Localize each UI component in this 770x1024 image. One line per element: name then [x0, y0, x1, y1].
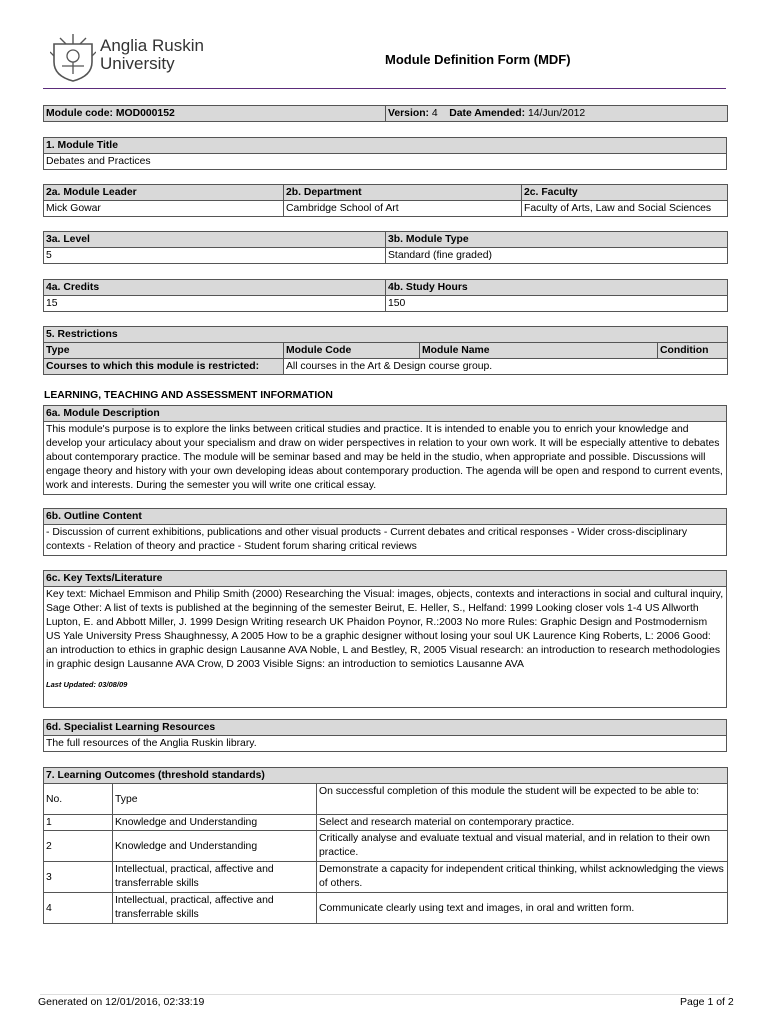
- key-texts-heading: 6c. Key Texts/Literature: [44, 571, 727, 587]
- footer-divider: [40, 994, 730, 995]
- leader-heading: 2a. Module Leader: [44, 185, 284, 201]
- outcome-desc: Demonstrate a capacity for independent critical thinking, whilst acknowledging the views of others.: [317, 862, 728, 893]
- outline-text: - Discussion of current exhibitions, publications and other visual products - Current debates and critical responses - Wider cross-disciplinary contexts - Relation of theory and practice - Student forum sharing critical reviews: [44, 525, 727, 556]
- col-condition: Condition: [658, 343, 728, 359]
- credits-table: [43, 279, 728, 312]
- description-text: This module's purpose is to explore the links between critical studies and practice. It is intended to enable you to enrich your knowledge and develop your articulacy about your specialism and draw on wider perspectives in relation to your own work. It will be especially attentive to debates about contemporary practice. The module will be seminar based and may be held in the studio, when appropriate and possible. Discussions will engage theory and history with your own developing ideas about contemporary production. The agenda will be open and respond to current events, work and interests. During the semester you will write one critical essay.: [44, 422, 727, 495]
- module-title-table: [43, 137, 727, 170]
- university-name: Anglia Ruskin University: [100, 36, 204, 73]
- resources-heading: 6d. Specialist Learning Resources: [44, 720, 727, 736]
- restrictions-heading: 5. Restrictions: [44, 327, 728, 343]
- version-date: Version: 4 Date Amended: 14/Jun/2012: [386, 106, 728, 122]
- restriction-label: Courses to which this module is restricted:: [44, 359, 284, 375]
- outcome-desc: Communicate clearly using text and images, in oral and written form.: [317, 893, 728, 924]
- staff-table: [43, 184, 728, 217]
- credits-heading: 4a. Credits: [44, 280, 386, 296]
- outcome-type: Knowledge and Understanding: [113, 815, 317, 831]
- form-title: Module Definition Form (MDF): [385, 52, 571, 67]
- restriction-value: All courses in the Art & Design course group.: [284, 359, 728, 375]
- table-row: [44, 831, 728, 862]
- col-type: Type: [44, 343, 284, 359]
- type-value: Standard (fine graded): [386, 248, 728, 264]
- dept-value: Cambridge School of Art: [284, 201, 522, 217]
- hours-heading: 4b. Study Hours: [386, 280, 728, 296]
- resources-table: [43, 719, 727, 752]
- col-outcome-desc: On successful completion of this module the student will be expected to be able to:: [317, 784, 728, 815]
- table-row: [44, 893, 728, 924]
- module-title-value: Debates and Practices: [44, 154, 727, 170]
- outcome-no: 3: [44, 862, 113, 893]
- outcomes-heading: 7. Learning Outcomes (threshold standards): [44, 768, 728, 784]
- col-module-code: Module Code: [284, 343, 420, 359]
- page-number: Page 1 of 2: [680, 996, 734, 1008]
- restrictions-table: [43, 326, 728, 375]
- table-row: [44, 815, 728, 831]
- faculty-heading: 2c. Faculty: [522, 185, 728, 201]
- description-table: [43, 405, 727, 495]
- key-texts-text: Key text: Michael Emmison and Philip Smith (2000) Researching the Visual: images, objects, contexts and interactions in social and cultural inquiry, Sage Other: A list of texts is published at the beginning of the semester Beirut, E. Heller, S., Helfand: 1999 Looking closer vols 1-4 US Allworth Lupton, E. and Abbott Miller, J. 1999 Design Writing research UK Phaidon Poynor, R.:2003 No more Rules: Graphic Design and Postmodernism US Yale University Press Shaughnessy, A 2005 How to be a graphic designer without losing your soul UK Laurence King Roberts, L: 2006 Good: an introduction to ethics in graphic design Lausanne AVA Noble, L and Bestley, R, 2005 Visual research: an introduction to research methodologies in graphic design Lausanne AVA Crow, D 2003 Visible Signs: an introduction to semiotics Lausanne AVA: [46, 589, 724, 670]
- type-heading: 3b. Module Type: [386, 232, 728, 248]
- lta-heading: LEARNING, TEACHING AND ASSESSMENT INFORMATION: [44, 390, 333, 401]
- dept-heading: 2b. Department: [284, 185, 522, 201]
- key-texts-table: [43, 570, 727, 708]
- resources-text: The full resources of the Anglia Ruskin library.: [44, 736, 727, 752]
- credits-value: 15: [44, 296, 386, 312]
- module-code-table: [43, 105, 728, 122]
- outcome-no: 4: [44, 893, 113, 924]
- outcome-type: Intellectual, practical, affective and transferrable skills: [113, 893, 317, 924]
- outline-table: [43, 508, 727, 556]
- table-row: [44, 862, 728, 893]
- level-table: [43, 231, 728, 264]
- module-code: Module code: MOD000152: [44, 106, 386, 122]
- level-heading: 3a. Level: [44, 232, 386, 248]
- col-module-name: Module Name: [420, 343, 658, 359]
- outcomes-table: [43, 767, 728, 924]
- key-texts-cell: [44, 587, 727, 708]
- faculty-value: Faculty of Arts, Law and Social Sciences: [522, 201, 728, 217]
- outline-heading: 6b. Outline Content: [44, 509, 727, 525]
- description-heading: 6a. Module Description: [44, 406, 727, 422]
- header-divider: [43, 88, 726, 89]
- level-value: 5: [44, 248, 386, 264]
- outcome-no: 1: [44, 815, 113, 831]
- outcome-type: Knowledge and Understanding: [113, 831, 317, 862]
- leader-value: Mick Gowar: [44, 201, 284, 217]
- module-title-heading: 1. Module Title: [44, 138, 727, 154]
- col-outcome-type: Type: [113, 784, 317, 815]
- crest-icon: [50, 34, 96, 82]
- outcome-desc: Critically analyse and evaluate textual and visual material, and in relation to their own practice.: [317, 831, 728, 862]
- hours-value: 150: [386, 296, 728, 312]
- outcome-type: Intellectual, practical, affective and transferrable skills: [113, 862, 317, 893]
- col-no: No.: [44, 784, 113, 815]
- generated-date: Generated on 12/01/2016, 02:33:19: [38, 996, 205, 1008]
- last-updated: Last Updated: 03/08/09: [46, 680, 128, 689]
- outcome-no: 2: [44, 831, 113, 862]
- outcome-desc: Select and research material on contemporary practice.: [317, 815, 728, 831]
